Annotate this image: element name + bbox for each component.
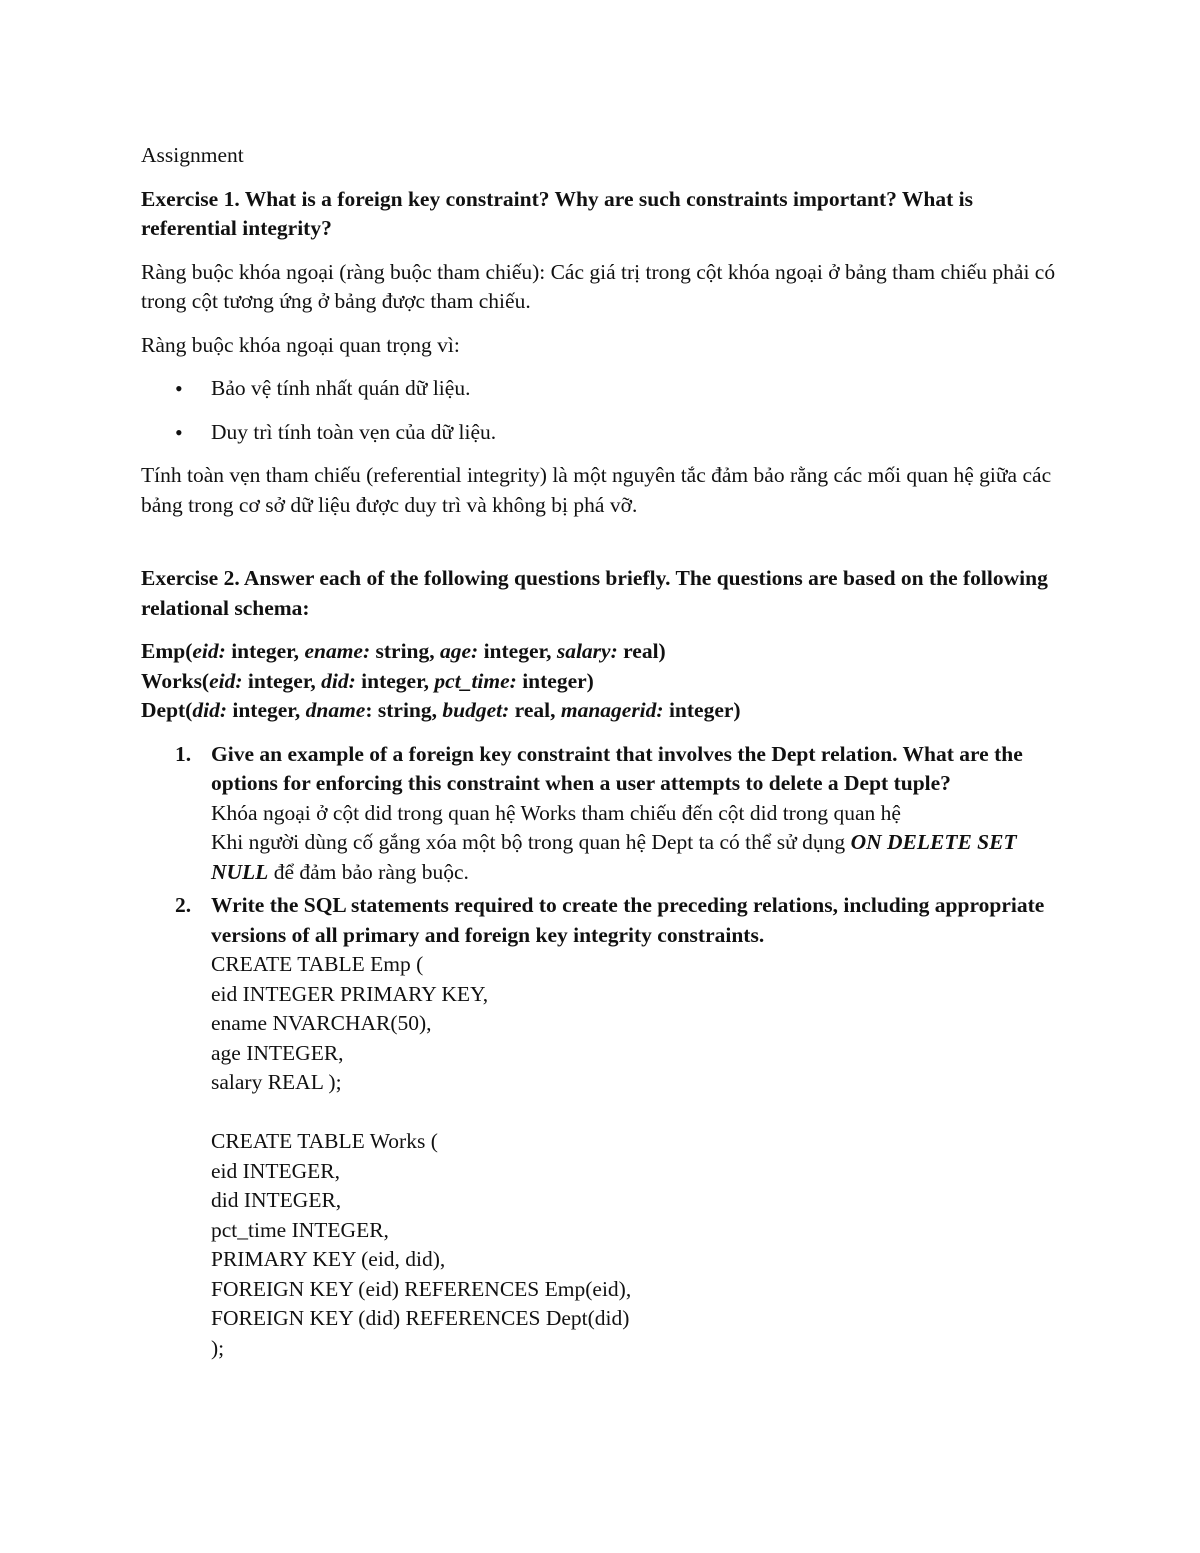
schema-field: age: [440,639,479,663]
schema-type: integer, [478,639,557,663]
question-1-answer-line-2 [211,828,1071,887]
code-line: PRIMARY KEY (eid, did), [211,1247,446,1271]
code-line: salary REAL ); [211,1070,342,1094]
question-1-answer-line-1: Khóa ngoại ở cột did trong quan hệ Works tham chiếu đến cột did trong quan hệ [211,800,901,825]
schema-field: eid: [209,668,243,693]
question-2 [141,891,1071,1363]
schema-dept [141,696,1071,726]
list-item: • Duy trì tính toàn vẹn của dữ liệu. [141,418,1071,448]
schema-field: ename: [304,639,371,663]
schema-works [141,667,1071,697]
schema-type: integer) [516,668,594,693]
exercise-2-questions [141,740,1071,1364]
exercise-1-referential-integrity: Tính toàn vẹn tham chiếu (referential integrity) là một nguyên tắc đảm bảo rằng các mối quan hệ giữa các bảng trong cơ sở dữ liệu được duy trì và không bị phá vỡ. [141,463,1052,517]
schema-field: pct_time: [434,668,517,693]
exercise-1-question [141,185,1071,244]
code-line: ename NVARCHAR(50), [211,1011,432,1035]
schema-type: real) [617,639,666,663]
exercise-1-answer-definition: Ràng buộc khóa ngoại (ràng buộc tham chiếu): Các giá trị trong cột khóa ngoại ở bảng tham chiếu phải có trong cột tương ứng ở bảng được tham chiếu. [141,259,1056,313]
schema-field: budget: [442,698,510,722]
document-title: Assignment [141,143,244,167]
code-line: FOREIGN KEY (eid) REFERENCES Emp(eid), [211,1276,632,1301]
question-number: 1. [175,741,192,766]
answer-text: để đảm bảo ràng buộc. [268,859,469,884]
exercise-1-label: Exercise 1 [141,186,235,211]
question-2-text: Write the SQL statements required to create the preceding relations, including appropriate versions of all primary and foreign key integrity constraints. [211,893,1045,947]
schema-type: integer, [225,639,305,663]
code-line: did INTEGER, [211,1188,342,1212]
code-line: ); [211,1335,225,1360]
question-1 [141,740,1071,888]
code-line: CREATE TABLE Emp ( [211,952,424,976]
code-line: FOREIGN KEY (did) REFERENCES Dept(did) [211,1306,630,1330]
relational-schema [141,637,1071,726]
exercise-2-heading-text: Exercise 2. Answer each of the following questions briefly. The questions are based on the following relational schema: [141,566,1048,620]
list-item: • Bảo vệ tính nhất quán dữ liệu. [141,374,1071,404]
question-number: 2. [175,893,192,917]
code-line: eid INTEGER, [211,1158,340,1183]
code-blank-line [211,1098,1071,1128]
importance-list [141,374,1071,447]
schema-type: string, [370,639,440,663]
schema-type: real, [509,698,561,722]
exercise-1-text: . What is a foreign key constraint? Why are such constraints important? What is referential integrity? [141,186,973,240]
schema-type: integer, [355,668,435,693]
answer-text: Khi người dùng cố gắng xóa một bộ trong quan hệ Dept ta có thể sử dụng [211,830,851,854]
exercise-1-importance-intro: Ràng buộc khóa ngoại quan trọng vì: [141,332,460,357]
schema-relation: Works( [141,668,210,693]
code-line: pct_time INTEGER, [211,1217,389,1242]
code-line: CREATE TABLE Works ( [211,1129,438,1153]
schema-emp [141,637,1071,667]
schema-relation: Emp( [141,639,193,663]
question-1-text: Give an example of a foreign key constraint that involves the Dept relation. What are the options for enforcing this constraint when a user attempts to delete a Dept tuple? [211,741,1023,795]
schema-type: integer) [663,698,741,722]
schema-field: did: [192,698,227,722]
schema-field: eid: [192,639,226,663]
schema-relation: Dept( [141,698,193,722]
schema-type: : string, [365,698,443,722]
schema-type: integer, [227,698,306,722]
schema-field: dname [305,698,366,722]
document-body [141,141,1071,1363]
code-line: age INTEGER, [211,1040,344,1065]
schema-field: did: [321,668,356,693]
schema-field: managerid: [560,698,664,722]
code-line: eid INTEGER PRIMARY KEY, [211,981,489,1006]
sql-code-block [211,950,1071,1363]
schema-field: salary: [556,639,618,663]
exercise-2-heading [141,564,1071,623]
schema-type: integer, [242,668,322,693]
on-delete-set-null: ON DELETE SET NULL [211,830,1017,884]
